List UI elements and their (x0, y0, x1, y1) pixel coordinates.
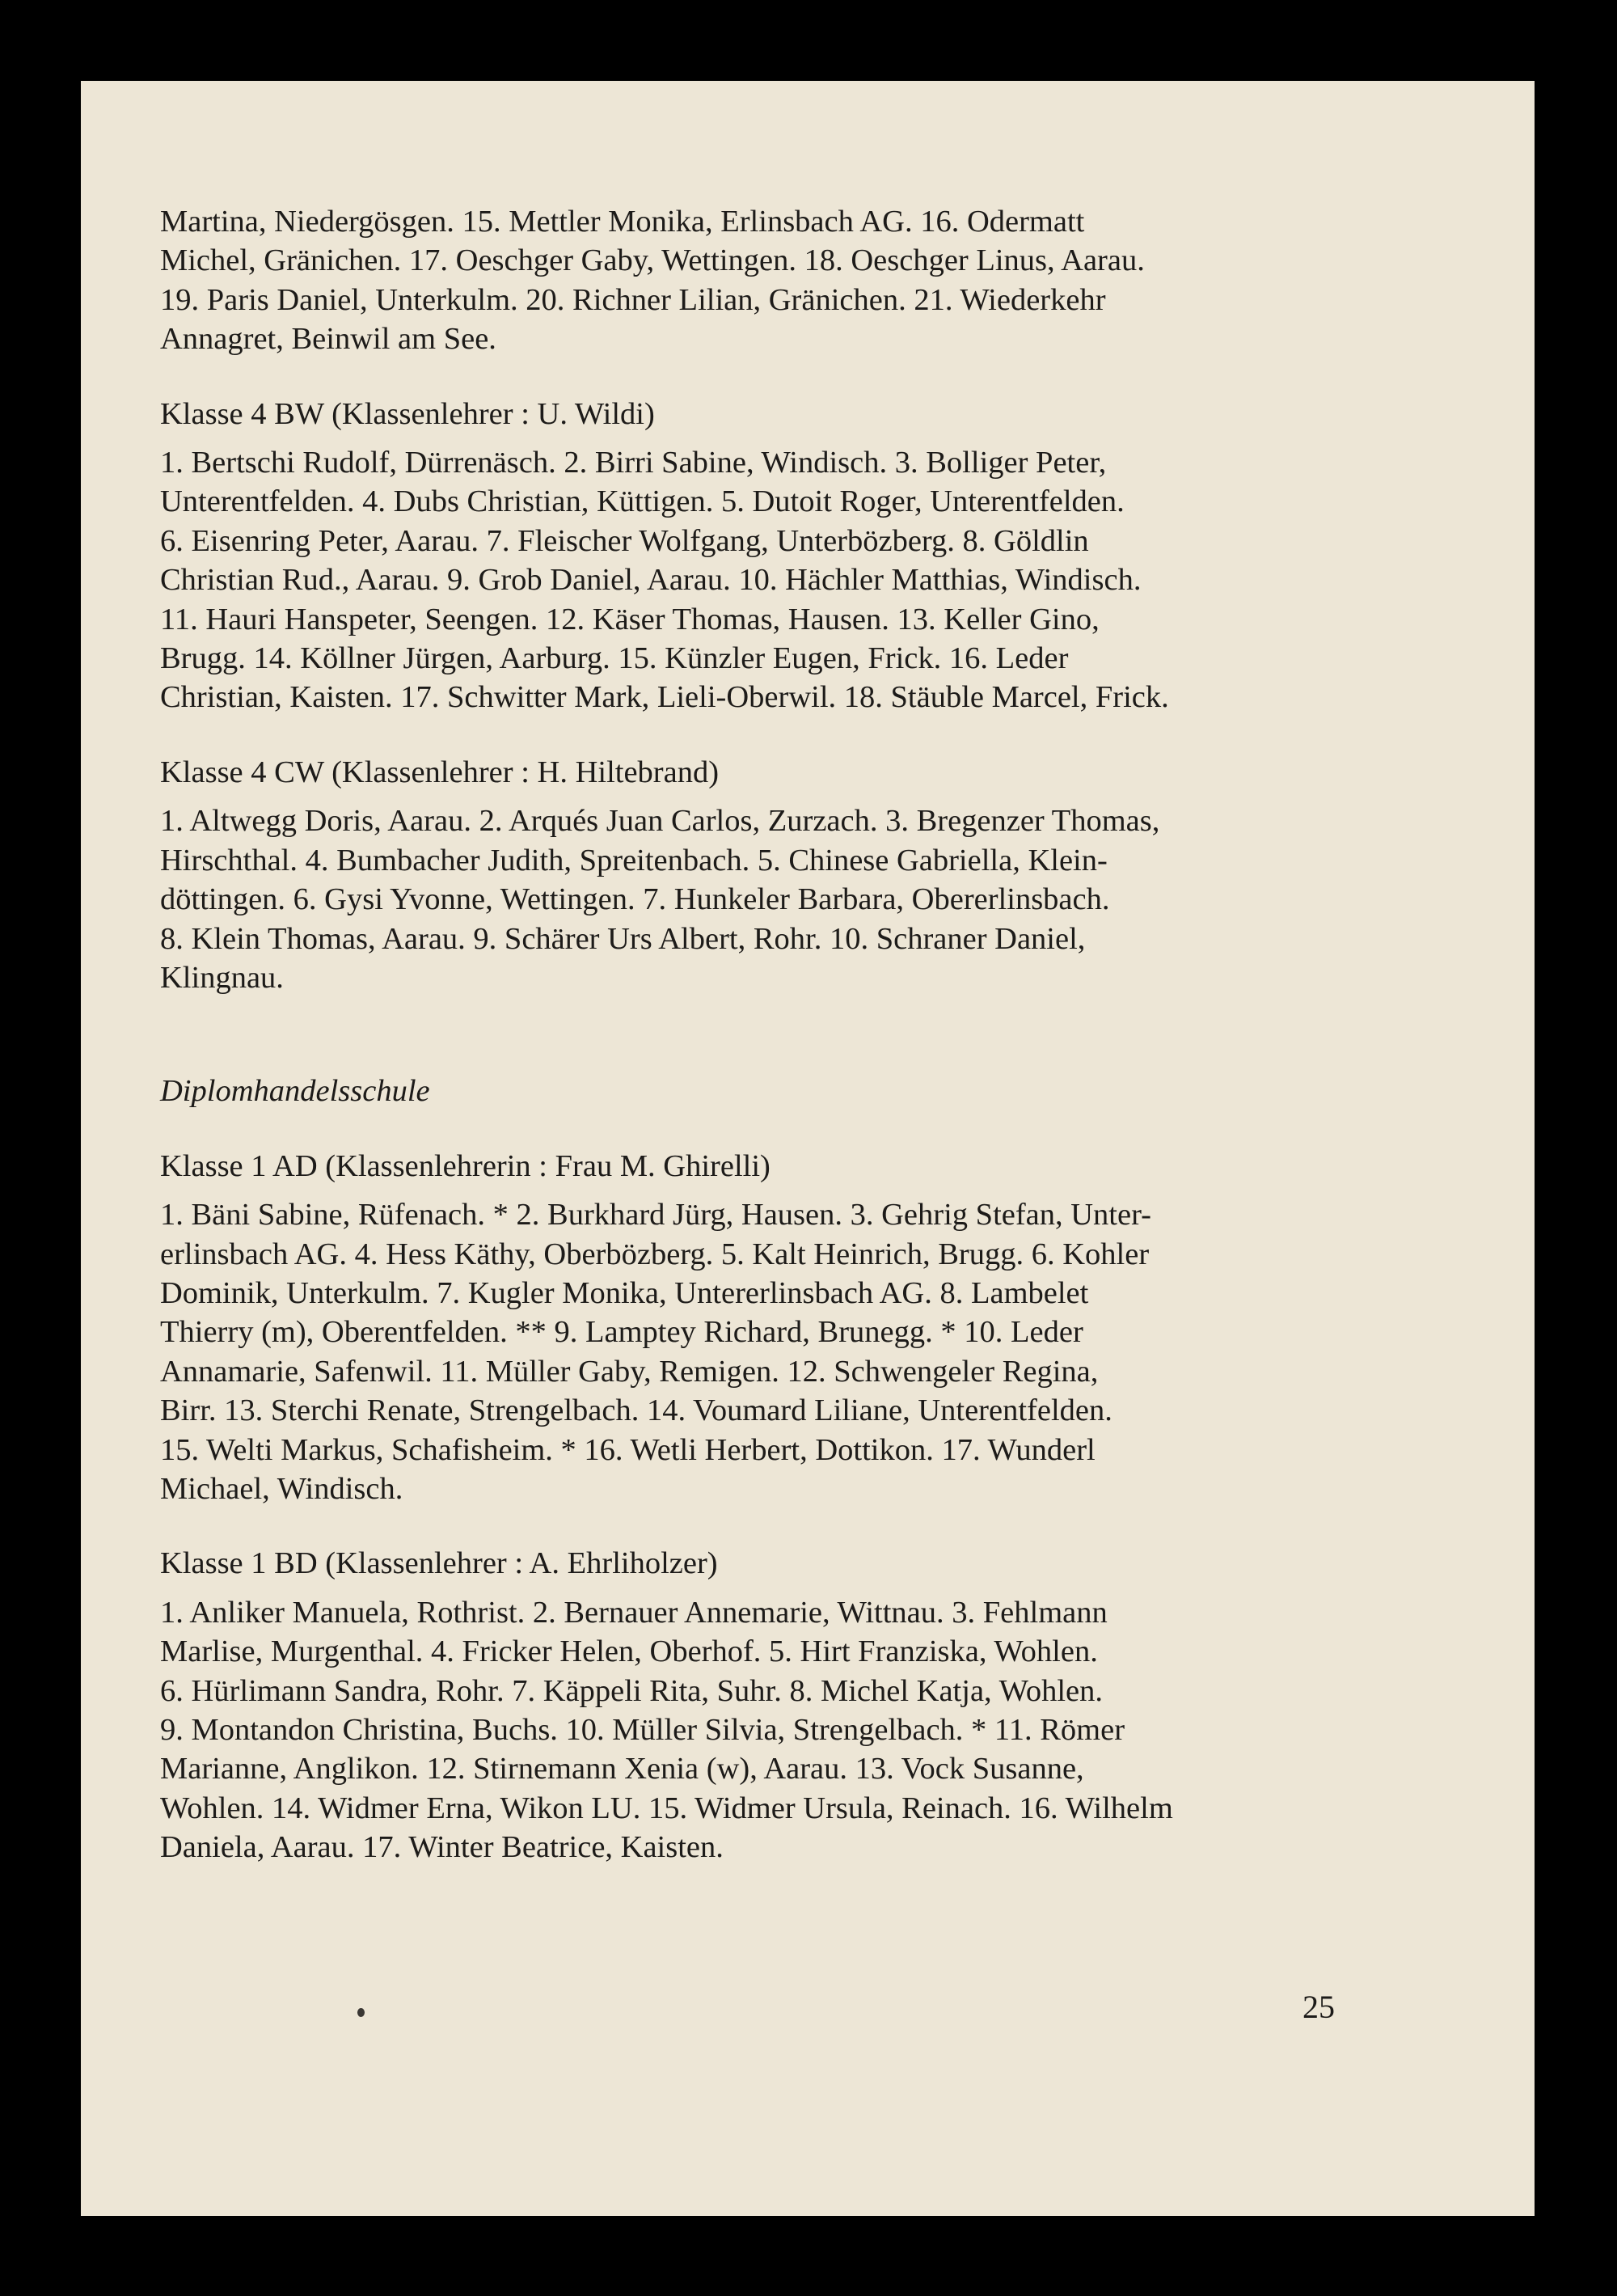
text-line: Birr. 13. Sterchi Renate, Strengelbach. 14. Voumard Liliane, Unterentfelden. (160, 1393, 1112, 1428)
text-line: 15. Welti Markus, Schafisheim. * 16. Wetli Herbert, Dottikon. 17. Wunderl (160, 1432, 1096, 1467)
intro-paragraph (160, 202, 1357, 359)
text-line: Unterentfelden. 4. Dubs Christian, Küttigen. 5. Dutoit Roger, Unterentfelden. (160, 484, 1125, 519)
text-line: Marianne, Anglikon. 12. Stirnemann Xenia (w), Aarau. 13. Vock Susanne, (160, 1752, 1084, 1786)
class-list-1bd (160, 1593, 1357, 1867)
document-page (81, 81, 1535, 2216)
class-list-1ad (160, 1195, 1357, 1508)
class-heading-4bw: Klasse 4 BW (Klassenlehrer : U. Wildi) (160, 396, 655, 431)
page-text (160, 202, 1357, 1867)
text-line: Christian, Kaisten. 17. Schwitter Mark, Lieli-Oberwil. 18. Stäuble Marcel, Frick. (160, 680, 1169, 715)
class-heading-4cw: Klasse 4 CW (Klassenlehrer : H. Hiltebrand) (160, 755, 720, 789)
class-list-4bw (160, 443, 1357, 717)
page-number: 25 (1302, 1989, 1335, 2025)
text-line: Annagret, Beinwil am See. (160, 322, 496, 357)
text-line: 6. Hürlimann Sandra, Rohr. 7. Käppeli Rita, Suhr. 8. Michel Katja, Wohlen. (160, 1673, 1103, 1708)
text-line: 8. Klein Thomas, Aarau. 9. Schärer Urs Albert, Rohr. 10. Schraner Daniel, (160, 921, 1086, 956)
ink-speck (357, 2008, 365, 2017)
text-line: Michael, Windisch. (160, 1471, 403, 1506)
text-line: Christian Rud., Aarau. 9. Grob Daniel, Aarau. 10. Hächler Matthias, Windisch. (160, 563, 1142, 598)
text-line: Michel, Gränichen. 17. Oeschger Gaby, Wettingen. 18. Oeschger Linus, Aarau. (160, 243, 1145, 278)
text-line: Hirschthal. 4. Bumbacher Judith, Spreitenbach. 5. Chinese Gabriella, Klein- (160, 843, 1108, 877)
text-line: Annamarie, Safenwil. 11. Müller Gaby, Remigen. 12. Schwengeler Regina, (160, 1354, 1099, 1389)
text-line: erlinsbach AG. 4. Hess Käthy, Oberbözberg. 5. Kalt Heinrich, Brugg. 6. Kohler (160, 1237, 1150, 1271)
text-line: 1. Anliker Manuela, Rothrist. 2. Bernauer Annemarie, Wittnau. 3. Fehlmann (160, 1595, 1108, 1630)
text-line: Wohlen. 14. Widmer Erna, Wikon LU. 15. Widmer Ursula, Reinach. 16. Wilhelm (160, 1791, 1173, 1825)
text-line: 1. Bäni Sabine, Rüfenach. * 2. Burkhard Jürg, Hausen. 3. Gehrig Stefan, Unter- (160, 1198, 1151, 1233)
class-list-4cw (160, 801, 1357, 997)
section-title: Diplomhandelsschule (160, 1074, 430, 1109)
text-line: 9. Montandon Christina, Buchs. 10. Müller Silvia, Strengelbach. * 11. Römer (160, 1713, 1125, 1747)
class-heading-1bd: Klasse 1 BD (Klassenlehrer : A. Ehrliholzer) (160, 1546, 718, 1581)
text-line: 19. Paris Daniel, Unterkulm. 20. Richner Lilian, Gränichen. 21. Wiederkehr (160, 282, 1106, 317)
text-line: 6. Eisenring Peter, Aarau. 7. Fleischer Wolfgang, Unterbözberg. 8. Göldlin (160, 523, 1089, 558)
text-line: Dominik, Unterkulm. 7. Kugler Monika, Untererlinsbach AG. 8. Lambelet (160, 1275, 1089, 1310)
text-line: Marlise, Murgenthal. 4. Fricker Helen, Oberhof. 5. Hirt Franziska, Wohlen. (160, 1634, 1098, 1669)
text-line: Brugg. 14. Köllner Jürgen, Aarburg. 15. Künzler Eugen, Frick. 16. Leder (160, 641, 1069, 676)
class-heading-1ad: Klasse 1 AD (Klassenlehrerin : Frau M. Ghirelli) (160, 1148, 771, 1183)
text-line: Martina, Niedergösgen. 15. Mettler Monika, Erlinsbach AG. 16. Odermatt (160, 205, 1085, 239)
text-line: Thierry (m), Oberentfelden. ** 9. Lamptey Richard, Brunegg. * 10. Leder (160, 1315, 1083, 1350)
text-line: döttingen. 6. Gysi Yvonne, Wettingen. 7. Hunkeler Barbara, Obererlinsbach. (160, 882, 1110, 917)
text-line: 1. Altwegg Doris, Aarau. 2. Arqués Juan Carlos, Zurzach. 3. Bregenzer Thomas, (160, 804, 1160, 839)
text-line: Klingnau. (160, 960, 284, 995)
text-line: 11. Hauri Hanspeter, Seengen. 12. Käser Thomas, Hausen. 13. Keller Gino, (160, 602, 1100, 636)
text-line: 1. Bertschi Rudolf, Dürrenäsch. 2. Birri Sabine, Windisch. 3. Bolliger Peter, (160, 446, 1107, 480)
text-line: Daniela, Aarau. 17. Winter Beatrice, Kaisten. (160, 1830, 724, 1865)
